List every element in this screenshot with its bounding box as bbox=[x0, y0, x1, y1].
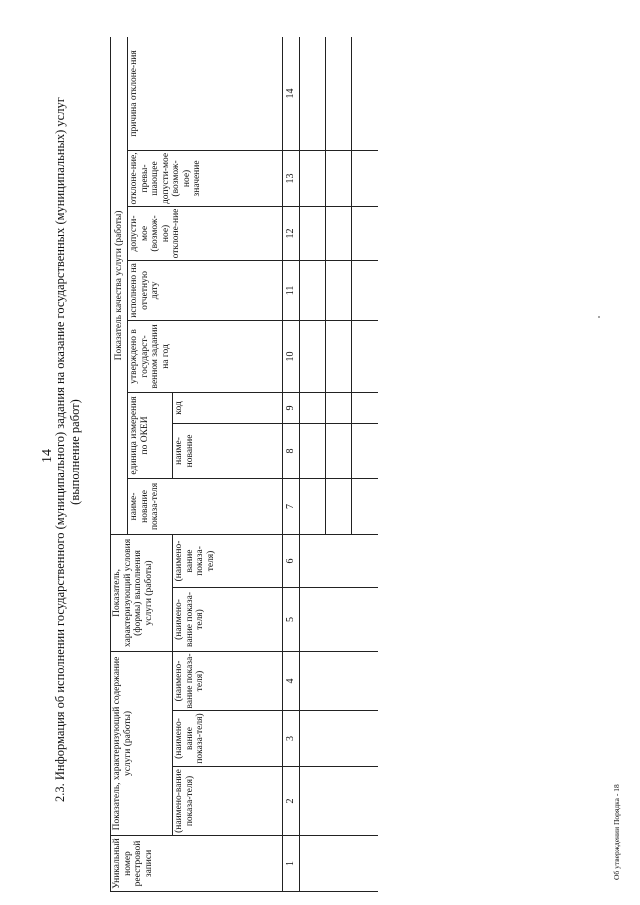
column-number: 12 bbox=[283, 206, 300, 260]
data-cell[interactable] bbox=[352, 260, 379, 320]
header-service-content: Показатель, характеризующий содержание услуги (работы) bbox=[111, 651, 173, 835]
data-cell[interactable] bbox=[300, 478, 326, 534]
header-deviation-reason: причина отклоне-ния bbox=[128, 37, 283, 150]
header-service-conditions: Показатель, характеризующий условия (формы) выполнения услуги (работы) bbox=[111, 534, 173, 651]
header-service-quality: Показатель качества услуги (работы) bbox=[111, 37, 128, 534]
column-number: 13 bbox=[283, 150, 300, 206]
column-number: 6 bbox=[283, 534, 300, 587]
data-cell[interactable] bbox=[300, 37, 326, 150]
data-cell[interactable] bbox=[300, 392, 326, 423]
subheader-unit-name: наиме-нование bbox=[173, 423, 283, 478]
subheader-conditions-1: (наимено-вание показа-теля) bbox=[173, 587, 283, 651]
data-cell[interactable] bbox=[300, 150, 326, 206]
data-cell[interactable] bbox=[326, 320, 352, 392]
column-number: 1 bbox=[283, 836, 300, 892]
header-allowed-deviation: допусти-мое (возмож-ное) отклоне-ние bbox=[128, 206, 283, 260]
scan-dot bbox=[598, 316, 600, 318]
data-cell[interactable] bbox=[326, 206, 352, 260]
column-number: 8 bbox=[283, 423, 300, 478]
report-table-wrapper bbox=[110, 37, 378, 892]
data-cell[interactable] bbox=[326, 260, 352, 320]
column-number: 7 bbox=[283, 478, 300, 534]
column-number: 11 bbox=[283, 260, 300, 320]
header-unit-okei: единица измерения по ОКЕИ bbox=[128, 392, 173, 478]
column-number: 10 bbox=[283, 320, 300, 392]
data-cell[interactable] bbox=[326, 150, 352, 206]
column-number: 5 bbox=[283, 587, 300, 651]
header-indicator-name: наиме-нование показа-теля bbox=[128, 478, 283, 534]
column-number: 2 bbox=[283, 767, 300, 836]
data-cell[interactable] bbox=[352, 150, 379, 206]
data-cell[interactable] bbox=[352, 392, 379, 423]
section-title bbox=[53, 97, 83, 802]
data-cell-unique-number[interactable] bbox=[300, 836, 379, 892]
data-cell[interactable] bbox=[352, 423, 379, 478]
data-cell[interactable] bbox=[352, 37, 379, 150]
column-number: 3 bbox=[283, 711, 300, 767]
section-title-line2: (выполнение работ) bbox=[68, 399, 82, 505]
header-exceeding-deviation: отклоне-ние, превы-шающее допусти-мое (возмож-ное) значение bbox=[128, 150, 283, 206]
header-approved: утверждено в государст-венном задании на год bbox=[128, 320, 283, 392]
data-cell[interactable] bbox=[300, 206, 326, 260]
header-unique-number: Уникальный номер реестровой записи bbox=[111, 836, 283, 892]
report-table bbox=[110, 37, 378, 892]
data-cell-conditions-1[interactable] bbox=[300, 587, 379, 651]
column-number: 9 bbox=[283, 392, 300, 423]
data-cell-conditions-2[interactable] bbox=[300, 534, 379, 587]
data-cell[interactable] bbox=[326, 392, 352, 423]
column-number: 14 bbox=[283, 37, 300, 150]
header-executed: исполнено на отчетную дату bbox=[128, 260, 283, 320]
section-title-line1: 2.3. Информация об исполнении государственного (муниципального) задания на оказание государственных (муниципальных) услуг bbox=[53, 97, 67, 802]
data-cell[interactable] bbox=[300, 320, 326, 392]
subheader-content-3: (наимено-вание показа-теля) bbox=[173, 651, 283, 710]
subheader-conditions-2: (наимено-вание показа-теля) bbox=[173, 534, 283, 587]
data-cell[interactable] bbox=[352, 320, 379, 392]
table-number-row bbox=[283, 37, 300, 892]
data-cell[interactable] bbox=[300, 423, 326, 478]
data-cell[interactable] bbox=[352, 478, 379, 534]
data-cell-content-1[interactable] bbox=[300, 767, 379, 836]
subheader-content-2: (наимено-вание показа-теля) bbox=[173, 711, 283, 767]
page-number: 14 bbox=[40, 449, 55, 463]
data-cell[interactable] bbox=[300, 260, 326, 320]
data-cell[interactable] bbox=[326, 423, 352, 478]
report-table-rotated bbox=[110, 37, 378, 892]
subheader-content-1: (наимено-вание показа-теля) bbox=[173, 767, 283, 836]
column-number: 4 bbox=[283, 651, 300, 710]
data-cell[interactable] bbox=[326, 478, 352, 534]
data-cell-content-2[interactable] bbox=[300, 711, 379, 767]
data-cell[interactable] bbox=[326, 37, 352, 150]
data-cell-content-3[interactable] bbox=[300, 651, 379, 710]
data-cell[interactable] bbox=[352, 206, 379, 260]
subheader-unit-code: код bbox=[173, 392, 283, 423]
table-data-row bbox=[300, 37, 326, 892]
footer-note: Об утверждении Порядка - 18 bbox=[612, 784, 621, 880]
